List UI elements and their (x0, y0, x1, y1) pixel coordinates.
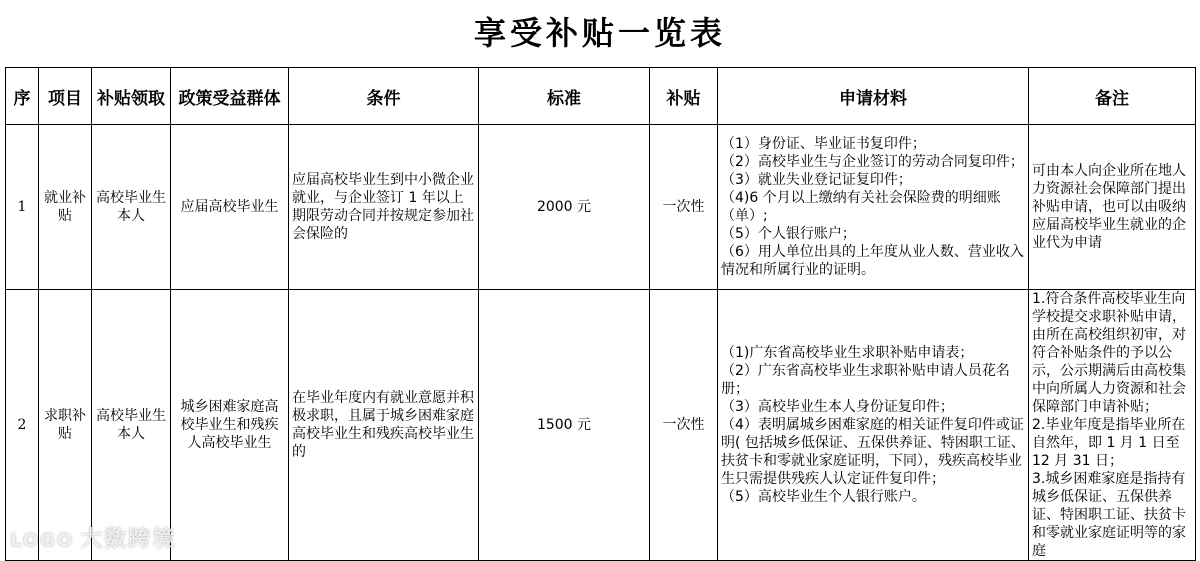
material-line: （5）个人银行账户； (721, 226, 856, 242)
header-subsidy: 补贴 (650, 68, 718, 125)
material-line: （2）广东省高校毕业生求职补贴申请人员花名册； (721, 363, 1010, 397)
row-conditions: 应届高校毕业生到中小微企业就业，与企业签订 1 年以上期限劳动合同并按规定参加社会保险的 (289, 125, 479, 290)
material-line: （3）高校毕业生本人身份证复印件； (721, 399, 954, 415)
table-row (6, 290, 1196, 561)
row-materials (718, 125, 1029, 290)
header-standard: 标准 (479, 68, 650, 125)
row-standard: 1500 元 (479, 290, 650, 561)
watermark-logo: LOGO (10, 530, 75, 551)
table-row (6, 125, 1196, 290)
header-materials: 申请材料 (718, 68, 1029, 125)
row-materials (718, 290, 1029, 561)
material-line: （5）高校毕业生个人银行账户。 (721, 489, 926, 505)
row-item: 求职补贴 (39, 290, 92, 561)
header-seq: 序 (6, 68, 39, 125)
material-line: （4)6 个月以上缴纳有关社会保险费的明细账（单）; (721, 190, 1001, 224)
row-claimant: 高校毕业生本人 (92, 290, 171, 561)
header-claimant: 补贴领取 (92, 68, 171, 125)
header-row (6, 68, 1196, 125)
note-line: 2.毕业年度是指毕业所在自然年，即 1 月 1 日至 12 月 31 日； (1032, 417, 1186, 469)
row-notes: 可由本人向企业所在地人力资源社会保障部门提出补贴申请，也可以由吸纳应届高校毕业生就业的企业代为申请 (1029, 125, 1196, 290)
row-group: 应届高校毕业生 (171, 125, 289, 290)
row-standard: 2000 元 (479, 125, 650, 290)
note-line: 3.城乡困难家庭是指持有城乡低保证、五保供养证、特困职工证、扶贫卡和零就业家庭证明等的家庭 (1032, 471, 1186, 559)
watermark-text: 大数跨境 (80, 527, 177, 552)
header-group: 政策受益群体 (171, 68, 289, 125)
row-group: 城乡困难家庭高校毕业生和残疾人高校毕业生 (171, 290, 289, 561)
material-line: （4）表明属城乡困难家庭的相关证件复印件或证明( 包括城乡低保证、五保供养证、特困职工证、扶贫卡和零就业家庭证明，下同），残疾高校毕业生只需提供残疾人认定证件复印件； (721, 417, 1025, 487)
material-line: （1)广东省高校毕业生求职补贴申请表； (721, 345, 974, 361)
note-line: 1.符合条件高校毕业生向学校提交求职补贴申请，由所在高校组织初审，对符合补贴条件的予以公示，公示期满后由高校集中向所属人力资源和社会保障部门申请补贴； (1032, 291, 1186, 415)
subsidy-table (5, 67, 1196, 561)
header-notes: 备注 (1029, 68, 1196, 125)
material-line: （3）就业失业登记证复印件； (721, 172, 912, 188)
material-line: （1）身份证、毕业证书复印件； (721, 136, 926, 152)
header-item: 项目 (39, 68, 92, 125)
header-conditions: 条件 (289, 68, 479, 125)
page-title: 享受补贴一览表 (473, 14, 726, 52)
row-seq: 2 (6, 290, 39, 561)
row-conditions: 在毕业年度内有就业意愿并积极求职，且属于城乡困难家庭高校毕业生和残疾高校毕业生的 (289, 290, 479, 561)
material-line: （2）高校毕业生与企业签订的劳动合同复印件； (721, 154, 1024, 170)
row-subsidy: 一次性 (650, 125, 718, 290)
row-notes (1029, 290, 1196, 561)
row-item: 就业补贴 (39, 125, 92, 290)
watermark (10, 522, 176, 553)
row-subsidy: 一次性 (650, 290, 718, 561)
material-line: （6）用人单位出具的上年度从业人数、营业收入情况和所属行业的证明。 (721, 244, 1024, 278)
row-claimant: 高校毕业生本人 (92, 125, 171, 290)
row-seq: 1 (6, 125, 39, 290)
